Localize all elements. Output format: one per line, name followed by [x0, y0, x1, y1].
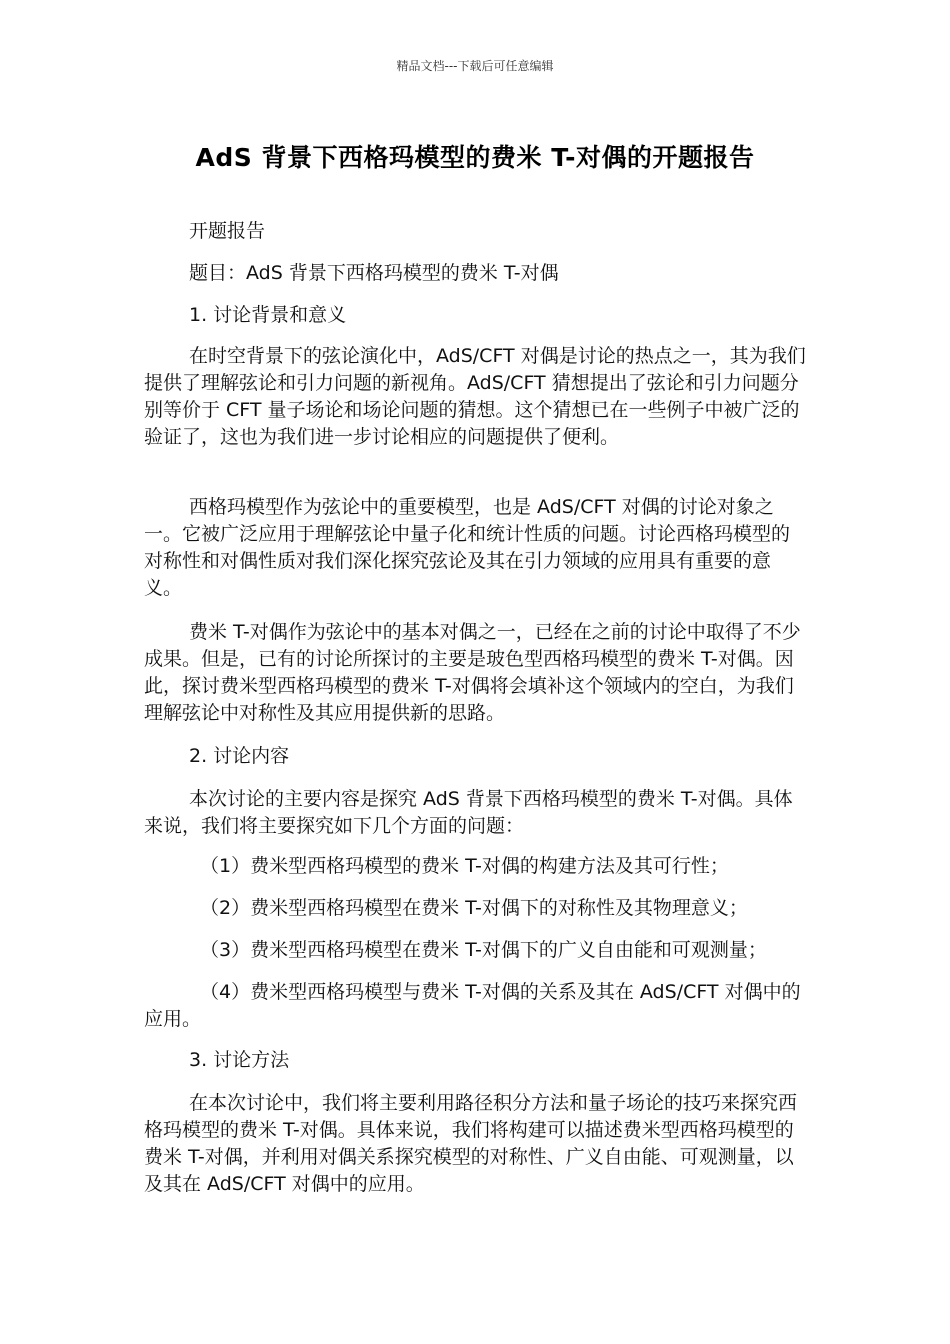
- section-1-paragraph-1: 在时空背景下的弦论演化中，AdS/CFT 对偶是讨论的热点之一，其为我们提供了理解弦论和引力问题的新视角。AdS/CFT 猜想提出了弦论和引力问题分别等价于 CFT 量子场论和场论问题的猜想。这个猜想已在一些例子中被广泛的验证了，这也为我们进一步讨论相应的问题提供了便利。: [144, 345, 806, 448]
- topic-line: 题目：AdS 背景下西格玛模型的费米 T-对偶: [189, 262, 559, 284]
- section-1-heading: 1. 讨论背景和意义: [189, 304, 347, 326]
- section-2-item-3: （3）费米型西格玛模型在费米 T-对偶下的广义自由能和可观测量；: [200, 939, 767, 961]
- document-body: [144, 0, 808, 1344]
- page-header-watermark: 精品文档---下载后可任意编辑: [396, 59, 554, 73]
- section-2-item-4: （4）费米型西格玛模型与费米 T-对偶的关系及其在 AdS/CFT 对偶中的应用。: [144, 981, 801, 1030]
- report-label: 开题报告: [189, 220, 266, 242]
- section-2-intro: 本次讨论的主要内容是探究 AdS 背景下西格玛模型的费米 T-对偶。具体来说，我们将主要探究如下几个方面的问题：: [144, 788, 793, 837]
- section-3-paragraph: 在本次讨论中，我们将主要利用路径积分方法和量子场论的技巧来探究西格玛模型的费米 T-对偶。具体来说，我们将构建可以描述费米型西格玛模型的费米 T-对偶，并利用对偶关系探究模型的对称性、广义自由能、可观测量，以及其在 AdS/CFT 对偶中的应用。: [144, 1092, 798, 1195]
- section-2-item-1: （1）费米型西格玛模型的费米 T-对偶的构建方法及其可行性；: [200, 855, 729, 877]
- document-title: AdS 背景下西格玛模型的费米 T-对偶的开题报告: [195, 143, 755, 172]
- section-2-heading: 2. 讨论内容: [189, 745, 290, 767]
- section-3-heading: 3. 讨论方法: [189, 1049, 290, 1071]
- section-1-paragraph-3: 费米 T-对偶作为弦论中的基本对偶之一，已经在之前的讨论中取得了不少成果。但是，已有的讨论所探讨的主要是玻色型西格玛模型的费米 T-对偶。因此，探讨费米型西格玛模型的费米 T-对偶将会填补这个领域内的空白，为我们理解弦论中对称性及其应用提供新的思路。: [144, 621, 801, 724]
- section-2-item-2: （2）费米型西格玛模型在费米 T-对偶下的对称性及其物理意义；: [200, 897, 748, 919]
- section-1-paragraph-2: 西格玛模型作为弦论中的重要模型，也是 AdS/CFT 对偶的讨论对象之一。它被广泛应用于理解弦论中量子化和统计性质的问题。讨论西格玛模型的对称性和对偶性质对我们深化探究弦论及其在引力领域的应用具有重要的意义。: [144, 496, 791, 599]
